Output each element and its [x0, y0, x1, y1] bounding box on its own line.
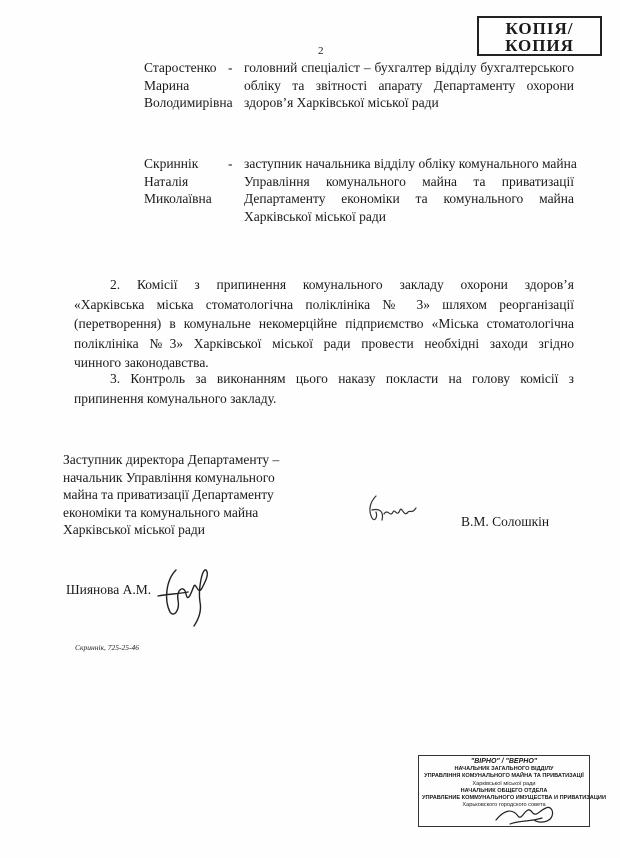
- signer-title-line: начальник Управління комунального: [63, 469, 275, 485]
- paragraph-line: 2. Комісії з припинення комунального закладу охорони здоров’я: [110, 277, 574, 292]
- paragraph-line: чинного законодавства.: [74, 355, 209, 370]
- member-first-name: Наталія: [144, 173, 189, 189]
- verified-stamp-title: "ВІРНО" / "ВЕРНО": [470, 758, 538, 765]
- copy-stamp: [477, 16, 602, 56]
- stamp-signature: [490, 790, 560, 830]
- role-line: заступник начальника відділу обліку комунального майна: [244, 156, 577, 171]
- role-line: здоров’я Харківської міської ради: [244, 95, 439, 110]
- signer-title-line: економіки та комунального майна: [63, 504, 259, 520]
- verified-stamp-line: УПРАВЛЕНИЕ КОММУНАЛЬНОГО ИМУЩЕСТВА И ПРИВАТИЗАЦИИ: [422, 795, 606, 802]
- role-line: обліку та звітності апарату Департаменту охорони: [244, 77, 574, 93]
- member-first-name: Марина: [144, 77, 190, 93]
- verified-stamp-line: Харківської міської ради: [472, 780, 536, 787]
- role-line: Департаменту економіки та комунального майна: [244, 191, 574, 206]
- contact-info: Скриннік, 725-25-46: [75, 643, 140, 652]
- copy-stamp-line-2: КОПИЯ: [505, 36, 574, 55]
- paragraph-line: припинення комунального закладу.: [74, 390, 277, 406]
- director-signature: [362, 488, 422, 530]
- paragraph-3: [74, 369, 574, 408]
- signer-title-line: Заступник директора Департаменту –: [63, 452, 280, 467]
- paragraph-line: 3. Контроль за виконанням цього наказу покласти на голову комісії з: [110, 371, 574, 386]
- member-dash: -: [228, 60, 233, 75]
- paragraph-line: поліклініка №3» Харківської міської ради провести необхідні заходи згідно: [74, 335, 574, 351]
- page-number: 2: [318, 45, 324, 57]
- member-patronymic: Миколаївна: [144, 191, 212, 206]
- role-line: головний спеціаліст – бухгалтер відділу бухгалтерського: [244, 60, 574, 75]
- member-surname: Старостенко: [144, 60, 217, 75]
- copy-stamp-line-1: КОПІЯ/: [505, 19, 574, 38]
- member-dash: -: [228, 156, 233, 171]
- member-patronymic: Володимирівна: [144, 95, 233, 110]
- member-name: [144, 59, 240, 112]
- executor-signature: [148, 560, 220, 630]
- signer-title-line: Харківської міської ради: [63, 522, 206, 537]
- paragraph-line: (перетворення) в комунальне некомерційне підприємство «Міська стоматологічна: [74, 316, 574, 331]
- verified-stamp-line: УПРАВЛІННЯ КОМУНАЛЬНОГО МАЙНА ТА ПРИВАТИЗАЦІЇ: [424, 773, 584, 780]
- signer-name: В.М. Солошкін: [461, 514, 550, 529]
- verified-stamp-line: НАЧАЛЬНИК ОБЩЕГО ОТДЕЛА: [460, 787, 548, 794]
- verified-stamp-line: Харьковского городского совета: [462, 802, 546, 809]
- paragraph-2: [74, 275, 574, 373]
- executor-name: Шиянова А.М.: [66, 582, 152, 597]
- member-name: [144, 155, 240, 208]
- role-line: Управління комунального майна та приватизації: [244, 173, 574, 189]
- paragraph-line: «Харківська міська стоматологічна поліклініка № 3» шляхом реорганізації: [74, 296, 574, 312]
- signer-title: [63, 451, 279, 539]
- member-role: [244, 59, 574, 112]
- role-line: Харківської міської ради: [244, 208, 387, 224]
- verified-stamp-line: НАЧАЛЬНИК ЗАГАЛЬНОГО ВІДДІЛУ: [454, 766, 554, 772]
- signer-title-line: майна та приватизації Департаменту: [63, 487, 274, 502]
- member-surname: Скриннік: [144, 156, 199, 171]
- member-role: [244, 155, 577, 225]
